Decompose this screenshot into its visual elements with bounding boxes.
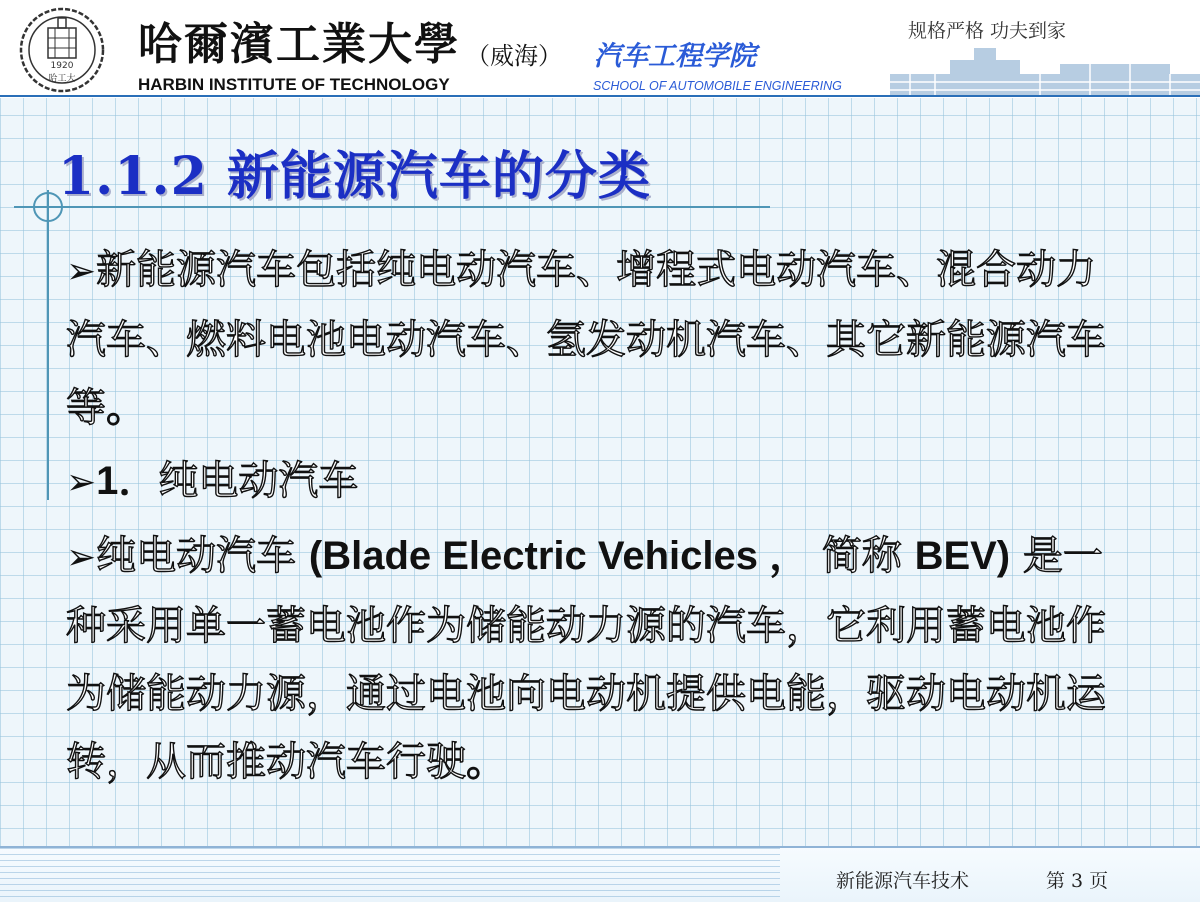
arrow-bullet-icon: ➢: [66, 462, 97, 503]
footer-page-number: 第 3 页: [1046, 870, 1109, 892]
paragraph-subheading: [66, 447, 1136, 517]
university-name-en: HARBIN INSTITUTE OF TECHNOLOGY: [138, 75, 450, 94]
overview-text: 新能源汽车包括纯电动汽车、增程式电动汽车、混合动力汽车、燃料电池电动汽车、氢发动机汽车、其它新能源汽车等。: [66, 247, 1106, 431]
slide-body: [66, 236, 1136, 796]
slide-title: 1.1.2 新能源汽车的分类: [58, 146, 651, 207]
slide-header: [0, 0, 1200, 98]
paragraph-overview: [66, 236, 1136, 442]
subheading-number: 1．: [96, 459, 159, 503]
arrow-bullet-icon: ➢: [66, 251, 97, 292]
university-motto: 规格严格 功夫到家: [908, 20, 1067, 42]
school-name-cn: 汽车工程学院: [594, 41, 756, 72]
definition-abbreviation: BEV): [914, 534, 1011, 578]
definition-text-c: 是一种采用单一蓄电池作为储能动力源的汽车，它利用蓄电池作为储能动力源，通过电池向电动机提供电能，驱动电动机运转，从而推动汽车行驶。: [66, 533, 1106, 785]
university-name-cn: 哈爾濱工業大學: [138, 19, 460, 70]
header-rule: [0, 95, 1200, 97]
seal-text: 哈工大: [48, 74, 76, 84]
arrow-bullet-icon: ➢: [66, 537, 97, 578]
slide-footer: [0, 846, 1200, 902]
definition-text-b: 简称: [809, 533, 915, 579]
campus-building-watermark-icon: [890, 46, 1200, 96]
university-branch: （威海）: [466, 42, 562, 70]
footer-pattern: [0, 848, 780, 902]
definition-text-a: 纯电动汽车: [96, 533, 309, 579]
paragraph-definition: [66, 522, 1136, 796]
subheading-text: 纯电动汽车: [158, 458, 359, 504]
seal-year: 1920: [50, 61, 74, 71]
school-name-en: SCHOOL OF AUTOMOBILE ENGINEERING: [593, 79, 842, 93]
definition-english-term: (Blade Electric Vehicles ，: [308, 534, 810, 578]
footer-course-name: 新能源汽车技术: [836, 870, 970, 892]
university-seal-icon: [18, 6, 106, 94]
